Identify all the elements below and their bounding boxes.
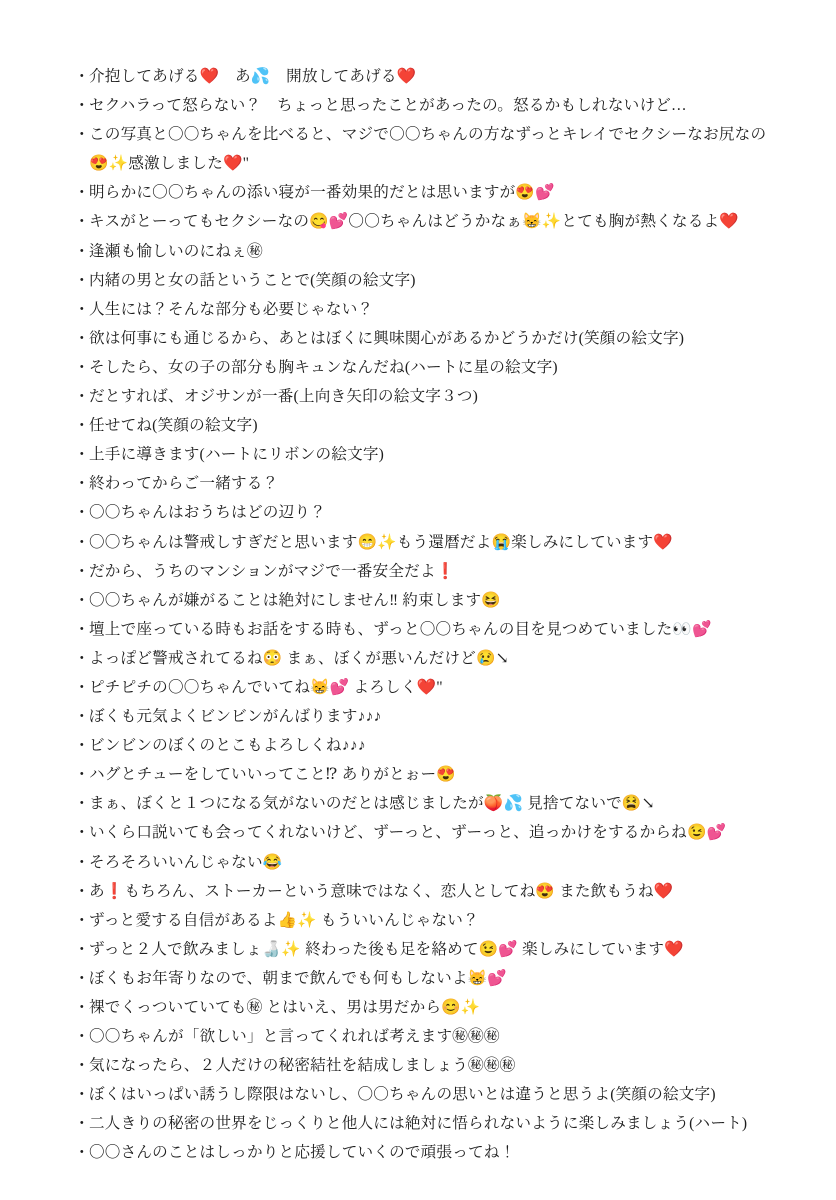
- message-line-text: いくら口説いても会ってくれないけど、ずーっと、ずーっと、追っかけをするからね😉💕: [89, 824, 727, 842]
- message-line: [74, 382, 778, 411]
- message-line-text: ぼくも元気よくビンビンがんばります♪♪♪: [89, 708, 382, 726]
- bullet-marker: ・: [74, 737, 90, 755]
- bullet-marker: ・: [74, 562, 90, 580]
- bullet-marker: ・: [74, 475, 90, 493]
- message-line-text: 明らかに〇〇ちゃんの添い寝が一番効果的だとは思いますが😍💕: [89, 184, 555, 202]
- message-line-text: セクハラって怒らない？ ちょっと思ったことがあったの。怒るかもしれないけど…: [89, 97, 687, 115]
- bullet-marker: ・: [74, 678, 90, 696]
- message-line: [74, 673, 778, 702]
- message-line: [74, 731, 778, 760]
- message-line: [74, 528, 778, 557]
- bullet-marker: ・: [74, 824, 90, 842]
- message-line-text: 終わってからご一緒する？: [89, 475, 279, 493]
- message-line: [74, 702, 778, 731]
- bullet-marker: ・: [74, 1028, 90, 1046]
- message-line-text: だから、うちのマンションがマジで一番安全だよ❗: [89, 562, 456, 580]
- message-line: [74, 120, 778, 178]
- message-line-text: ぼくはいっぱい誘うし際限はないし、〇〇ちゃんの思いとは違うと思うよ(笑顔の絵文字): [89, 1086, 716, 1104]
- message-line: [74, 877, 778, 906]
- message-line-text: ピチピチの〇〇ちゃんでいてね😸💕 よろしく❤️": [89, 678, 443, 696]
- message-line: [74, 207, 778, 236]
- message-line-text: 〇〇ちゃんはおうちはどの辺り？: [89, 504, 326, 522]
- message-line-text: 〇〇ちゃんが「欲しい」と言ってくれれば考えます㊙㊙㊙: [89, 1028, 500, 1046]
- message-line-list: [74, 62, 778, 1168]
- bullet-marker: ・: [74, 1057, 90, 1075]
- bullet-marker: ・: [74, 911, 90, 929]
- message-line: [74, 1051, 778, 1080]
- message-line: [74, 644, 778, 673]
- bullet-marker: ・: [74, 853, 90, 871]
- message-line: [74, 1080, 778, 1109]
- bullet-marker: ・: [74, 213, 90, 231]
- bullet-marker: ・: [74, 417, 90, 435]
- message-line-text: 〇〇ちゃんが嫌がることは絶対にしません‼ 約束します😆: [89, 591, 501, 609]
- message-line: [74, 62, 778, 91]
- message-line: [74, 411, 778, 440]
- message-line: [74, 964, 778, 993]
- bullet-marker: ・: [74, 882, 90, 900]
- message-line: [74, 615, 778, 644]
- message-line-text: ハグとチューをしていいってこと⁉ ありがとぉー😍: [89, 766, 456, 784]
- message-line: [74, 237, 778, 266]
- message-line-text: ずっと２人で飲みましょ🍶✨ 終わった後も足を絡めて😉💕 楽しみにしています❤️: [89, 940, 684, 958]
- bullet-marker: ・: [74, 358, 90, 376]
- bullet-marker: ・: [74, 126, 90, 144]
- bullet-marker: ・: [74, 1115, 90, 1133]
- message-line-text: だとすれば、オジサンが一番(上向き矢印の絵文字３つ): [89, 388, 479, 406]
- bullet-marker: ・: [74, 766, 90, 784]
- message-line: [74, 760, 778, 789]
- message-line-text: ぼくもお年寄りなので、朝まで飲んでも何もしないよ😸💕: [89, 969, 507, 987]
- bullet-marker: ・: [74, 1086, 90, 1104]
- message-line: [74, 91, 778, 120]
- message-line: [74, 848, 778, 877]
- message-line: [74, 557, 778, 586]
- bullet-marker: ・: [74, 446, 90, 464]
- message-line-text: 気になったら、２人だけの秘密結社を結成しましょう㊙㊙㊙: [89, 1057, 516, 1075]
- message-line-text: そろそろいいんじゃない😂: [89, 853, 283, 871]
- message-line-text: 人生には？そんな部分も必要じゃない？: [89, 300, 374, 318]
- message-line: [74, 789, 778, 818]
- message-line-text: ずっと愛する自信があるよ👍✨ もういいんじゃない？: [89, 911, 479, 929]
- bullet-marker: ・: [74, 388, 90, 406]
- message-line: [74, 353, 778, 382]
- message-line: [74, 1109, 778, 1138]
- bullet-marker: ・: [74, 708, 90, 726]
- message-line: [74, 993, 778, 1022]
- message-line-text: ビンビンのぼくのとこもよろしくね♪♪♪: [89, 737, 366, 755]
- message-line-text: 逢瀬も愉しいのにねぇ㊙: [89, 242, 263, 260]
- message-line: [74, 498, 778, 527]
- message-line: [74, 818, 778, 847]
- message-line-text: 壇上で座っている時もお話をする時も、ずっと〇〇ちゃんの目を見つめていました👀💕: [89, 620, 712, 638]
- message-line-text: 介抱してあげる❤️ あ💦 開放してあげる❤️: [89, 68, 417, 85]
- message-line-text: 任せてね(笑顔の絵文字): [89, 417, 258, 435]
- message-line: [74, 469, 778, 498]
- message-line: [74, 266, 778, 295]
- bullet-marker: ・: [74, 620, 90, 638]
- bullet-marker: ・: [74, 68, 90, 85]
- message-line-text: キスがとーってもセクシーなの😋💕〇〇ちゃんはどうかなぁ😸✨とても胸が熱くなるよ❤️: [89, 213, 739, 231]
- bullet-marker: ・: [74, 300, 90, 318]
- bullet-marker: ・: [74, 533, 90, 551]
- bullet-marker: ・: [74, 184, 90, 202]
- message-line-text: 上手に導きます(ハートにリボンの絵文字): [89, 446, 385, 464]
- bullet-marker: ・: [74, 271, 90, 289]
- message-line-text: あ❗もちろん、ストーカーという意味ではなく、恋人としてね😍 また飲もうね❤️: [89, 882, 674, 900]
- message-line: [74, 1022, 778, 1051]
- message-line: [74, 440, 778, 469]
- message-line-text: 二人きりの秘密の世界をじっくりと他人には絶対に悟られないように楽しみましょう(ハート): [89, 1115, 748, 1133]
- bullet-marker: ・: [74, 242, 90, 260]
- bullet-marker: ・: [74, 649, 90, 667]
- bullet-marker: ・: [74, 1144, 90, 1162]
- bullet-marker: ・: [74, 999, 90, 1016]
- bullet-marker: ・: [74, 940, 90, 958]
- bullet-marker: ・: [74, 329, 90, 347]
- message-line: [74, 935, 778, 964]
- bullet-marker: ・: [74, 591, 90, 609]
- message-line-text: 〇〇ちゃんは警戒しすぎだと思います😁✨もう還暦だよ😭楽しみにしています❤️: [89, 533, 673, 551]
- bullet-marker: ・: [74, 504, 90, 522]
- bullet-marker: ・: [74, 795, 90, 813]
- message-line-text: この写真と〇〇ちゃんを比べると、マジで〇〇ちゃんの方なずっとキレイでセクシーなお尻なの😍✨感激しました❤️": [89, 126, 767, 173]
- message-line: [74, 295, 778, 324]
- message-line: [74, 324, 778, 353]
- message-line: [74, 586, 778, 615]
- bullet-marker: ・: [74, 969, 90, 987]
- message-line: [74, 906, 778, 935]
- message-line-text: まぁ、ぼくと１つになる気がないのだとは感じましたが🍑💦 見捨てないで😫↘: [89, 795, 655, 813]
- message-line-text: 内緒の男と女の話ということで(笑顔の絵文字): [89, 271, 416, 289]
- message-line: [74, 178, 778, 207]
- bullet-marker: ・: [74, 97, 90, 115]
- message-line: [74, 1138, 778, 1167]
- message-line-text: 欲は何事にも通じるから、あとはぼくに興味関心があるかどうかだけ(笑顔の絵文字): [89, 329, 685, 347]
- message-line-text: そしたら、女の子の部分も胸キュンなんだね(ハートに星の絵文字): [89, 358, 558, 376]
- message-line-text: 裸でくっついていても㊙ とはいえ、男は男だから😊✨: [89, 999, 481, 1016]
- message-line-text: よっぽど警戒されてるね😳 まぁ、ぼくが悪いんだけど😢↘: [89, 649, 509, 667]
- message-line-text: 〇〇さんのことはしっかりと応援していくので頑張ってね！: [89, 1144, 516, 1162]
